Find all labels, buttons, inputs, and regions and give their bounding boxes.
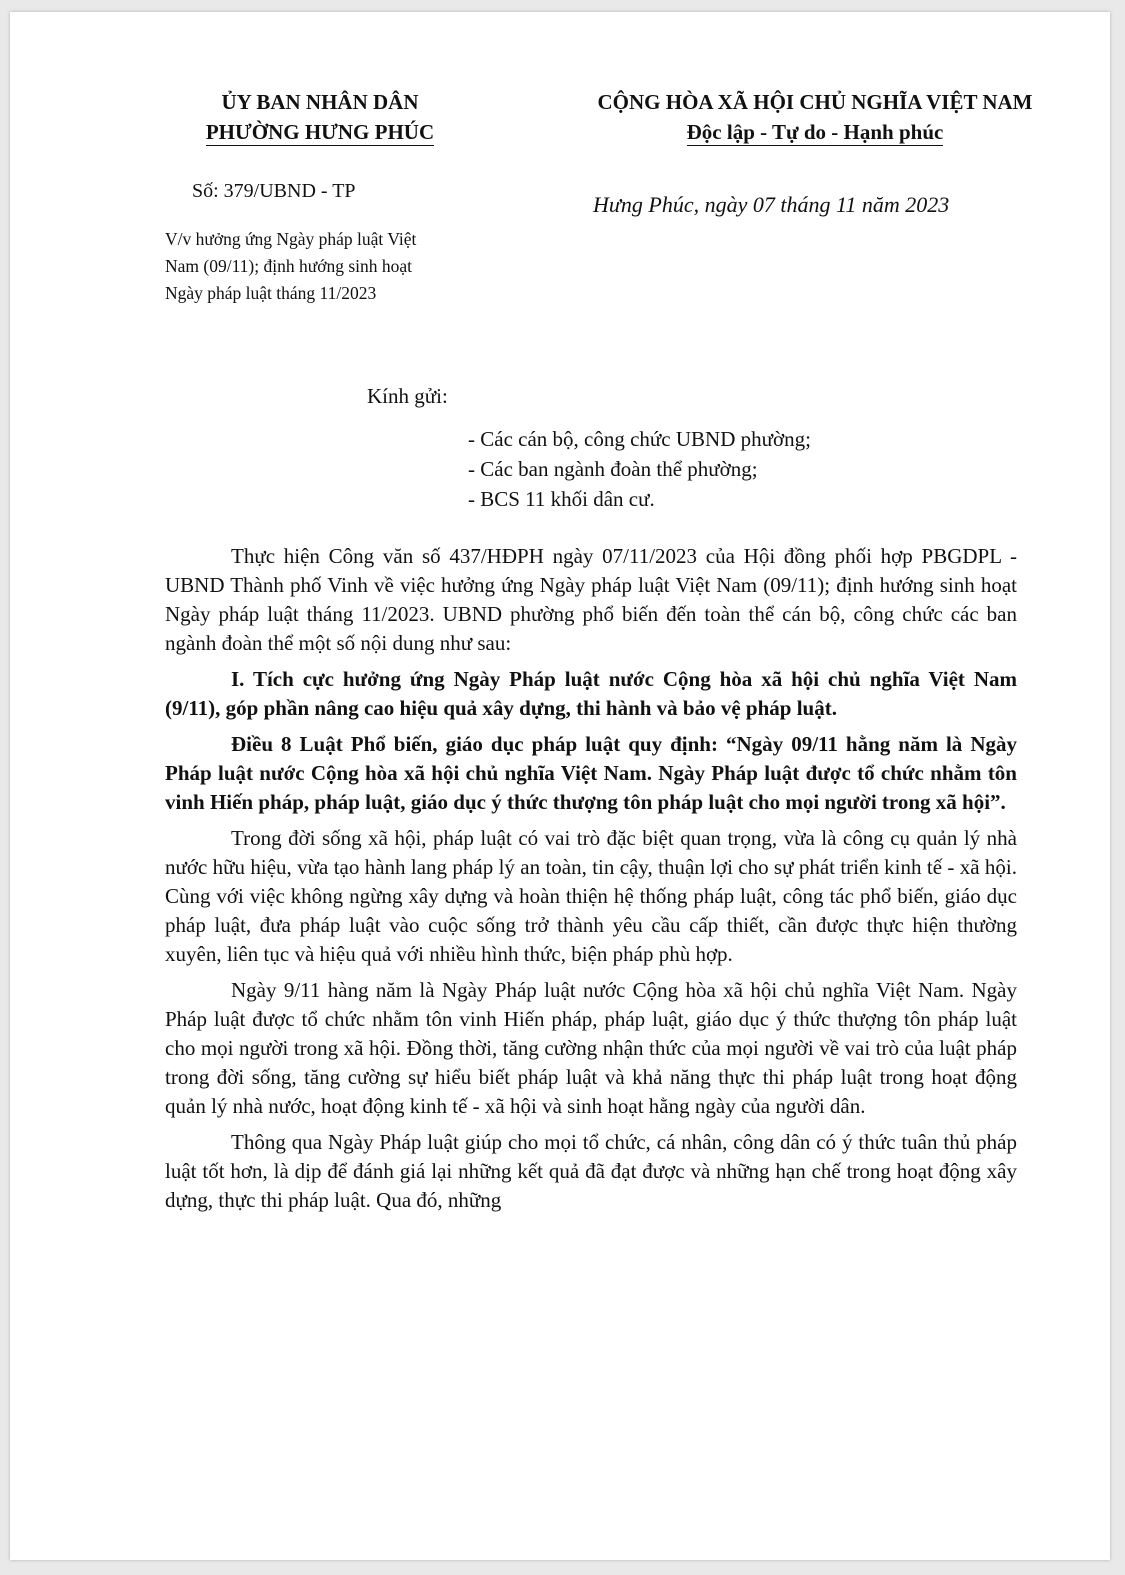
ward-name: PHƯỜNG HƯNG PHÚC: [205, 120, 435, 144]
recipient-list: [468, 424, 811, 514]
agency-header: [170, 87, 470, 147]
recipient-item: - Các ban ngành đoàn thể phường;: [468, 457, 758, 481]
body-paragraph-bold: Điều 8 Luật Phổ biến, giáo dục pháp luật quy định: “Ngày 09/11 hằng năm là Ngày Pháp luật nước Cộng hòa xã hội chủ nghĩa Việt Nam. Ngày Pháp luật được tổ chức nhằm tôn vinh Hiến pháp, pháp luật, giáo dục ý thức thượng tôn pháp luật cho mọi người trong xã hội”.: [165, 732, 1017, 814]
greeting: Kính gửi:: [367, 384, 448, 408]
subject-line: Ngày pháp luật tháng 11/2023: [165, 283, 377, 303]
document-page: [10, 12, 1110, 1560]
document-subject: [165, 226, 525, 307]
document-number: Số: 379/UBND - TP: [192, 180, 356, 202]
subject-line: Nam (09/11); định hướng sinh hoạt: [165, 256, 413, 276]
document-body: [165, 542, 1017, 1222]
recipient-item: - BCS 11 khối dân cư.: [468, 487, 655, 511]
agency-name: ỦY BAN NHÂN DÂN: [221, 90, 419, 114]
section-heading: I. Tích cực hưởng ứng Ngày Pháp luật nước Cộng hòa xã hội chủ nghĩa Việt Nam (9/11), góp phần nâng cao hiệu quả xây dựng, thi hành và bảo vệ pháp luật.: [165, 667, 1017, 720]
body-paragraph: Thông qua Ngày Pháp luật giúp cho mọi tổ chức, cá nhân, công dân có ý thức tuân thủ pháp luật tốt hơn, là dịp để đánh giá lại những kết quả đã đạt được và những hạn chế trong hoạt động xây dựng, thực thi pháp luật. Qua đó, những: [165, 1130, 1017, 1212]
body-paragraph: Thực hiện Công văn số 437/HĐPH ngày 07/11/2023 của Hội đồng phối hợp PBGDPL - UBND Thành phố Vinh về việc hưởng ứng Ngày pháp luật Việt Nam (09/11); định hướng sinh hoạt Ngày pháp luật tháng 11/2023. UBND phường phổ biến đến toàn thể cán bộ, công chức các ban ngành đoàn thể một số nội dung như sau:: [165, 544, 1017, 655]
nation-title: CỘNG HÒA XÃ HỘI CHỦ NGHĨA VIỆT NAM: [597, 90, 1033, 114]
document-date: Hưng Phúc, ngày 07 tháng 11 năm 2023: [593, 192, 950, 217]
national-header: [550, 87, 1080, 147]
body-paragraph: Ngày 9/11 hàng năm là Ngày Pháp luật nước Cộng hòa xã hội chủ nghĩa Việt Nam. Ngày Pháp luật được tổ chức nhằm tôn vinh Hiến pháp, pháp luật, giáo dục ý thức thượng tôn pháp luật cho mọi người trong xã hội. Đồng thời, tăng cường nhận thức của mọi người về vai trò của luật pháp trong đời sống, tăng cường sự hiểu biết pháp luật và khả năng thực thi pháp luật trong hoạt động quản lý nhà nước, hoạt động kinh tế - xã hội và sinh hoạt hằng ngày của người dân.: [165, 978, 1017, 1118]
subject-line: V/v hưởng ứng Ngày pháp luật Việt: [165, 229, 417, 249]
recipient-item: - Các cán bộ, công chức UBND phường;: [468, 427, 811, 451]
body-paragraph: Trong đời sống xã hội, pháp luật có vai trò đặc biệt quan trọng, vừa là công cụ quản lý nhà nước hữu hiệu, vừa tạo hành lang pháp lý an toàn, tin cậy, thuận lợi cho sự phát triển kinh tế - xã hội. Cùng với việc không ngừng xây dựng và hoàn thiện hệ thống pháp luật, công tác phổ biến, giáo dục pháp luật, đưa pháp luật vào cuộc sống trở thành yêu cầu cấp thiết, cần được thực hiện thường xuyên, liên tục và hiệu quả với nhiều hình thức, biện pháp phù hợp.: [165, 826, 1017, 966]
nation-motto: Độc lập - Tự do - Hạnh phúc: [686, 120, 944, 144]
